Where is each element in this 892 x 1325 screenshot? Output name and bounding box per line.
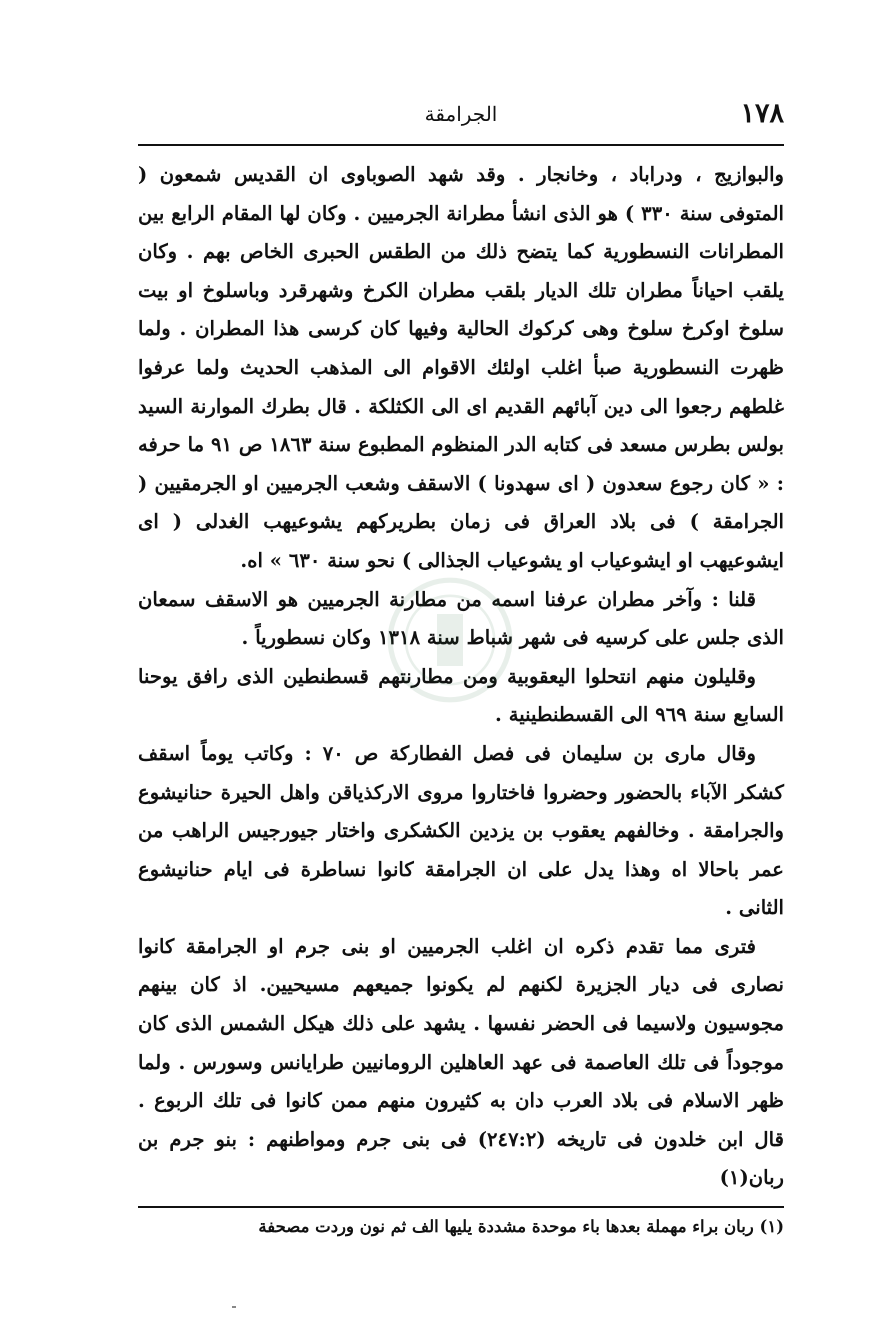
paragraph-1: والبوازيج ، ودراباد ، وخانجار . وقد شهد الصوباوى ان القديس شمعون ( المتوفى سنة ٣٣٠ ) هو الذى انشأ مطرانة الجرميين . وكان لها المقام الرابع بين المطرانات النسطورية كما يتضح ذلك من الطقس الحبرى الخاص بهم . وكان يلقب احياناً مطران تلك الديار بلقب مطران الكرخ وشهرقرد وباسلوخ او بيت سلوخ اوكرخ سلوخ وهى كركوك الحالية وفيها كان كرسى هذا المطران . ولما ظهرت النسطورية صبأ اغلب اولئك الاقوام الى المذهب الحديث ولما عرفوا غلطهم رجعوا الى دين آبائهم القديم اى الى الكثلكة . قال بطرك الموارنة السيد بولس بطرس مسعد فى كتابه الدر المنظوم المطبوع سنة ١٨٦٣ ص ٩١ ما حرفه : « كان رجوع سعدون ( اى سهدونا ) الاسقف وشعب الجرميين او الجرمقيين ( الجرامقة ) فى بلاد العراق فى زمان بطريركهم يشوعيهب الغدلى ( اى ايشوعيهب او ايشوعياب او يشوعياب الجذالى ) نحو سنة ٦٣٠ » اه. xyxy=(138,163,784,572)
paragraph-5: فترى مما تقدم ذكره ان اغلب الجرميين او بنى جرم او الجرامقة كانوا نصارى فى ديار الجزيرة لكنهم لم يكونوا جميعهم مسيحيين. اذ كان بينهم مجوسيون ولاسيما فى الحضر نفسها . يشهد على ذلك هيكل الشمس الذى كان موجوداً فى تلك العاصمة فى عهد العاهلين الرومانيين طرايانس وسورس . ولما ظهر الاسلام فى بلاد العرب دان به كثيرون منهم ممن كانوا فى تلك الربوع . قال ابن خلدون فى تاريخه (٢٤٧:٢) فى بنى جرم ومواطنهم : بنو جرم بن ربان(١) xyxy=(138,934,784,1190)
page-number: ١٧٨ xyxy=(740,98,784,129)
paragraph-3: وقليلون منهم انتحلوا اليعقوبية ومن مطارنتهم قسطنطين الذى رافق يوحنا السابع سنة ٩٦٩ الى القسطنطينية . xyxy=(138,664,784,727)
header-rule xyxy=(138,144,784,146)
scan-speck xyxy=(232,1306,236,1308)
paragraph-2: قلنا : وآخر مطران عرفنا اسمه من مطارنة الجرميين هو الاسقف سمعان الذى جلس على كرسيه فى شهر شباط سنة ١٣١٨ وكان نسطورياً . xyxy=(138,587,784,650)
paragraph-4: وقال مارى بن سليمان فى فصل الفطاركة ص ٧٠ : وكاتب يوماً اسقف كشكر الآباء بالحضور وحضروا فاختاروا مروى الاركذياقن واهل الحيرة حنانيشوع والجرامقة . وخالفهم يعقوب بن يزدين الكشكرى واختار جيورجيس الراهب من عمر باحالا اه وهذا يدل على ان الجرامقة كانوا نساطرة فى ايام حنانيشوع الثانى . xyxy=(138,741,784,920)
running-title: الجرامقة xyxy=(424,102,498,126)
page-header xyxy=(138,96,784,136)
library-watermark-seal xyxy=(385,575,515,705)
footnote-rule xyxy=(138,1206,784,1208)
footnote: (١) ربان براء مهملة بعدها باء موحدة مشددة يليها الف ثم نون وردت مصحفة xyxy=(258,1217,784,1237)
